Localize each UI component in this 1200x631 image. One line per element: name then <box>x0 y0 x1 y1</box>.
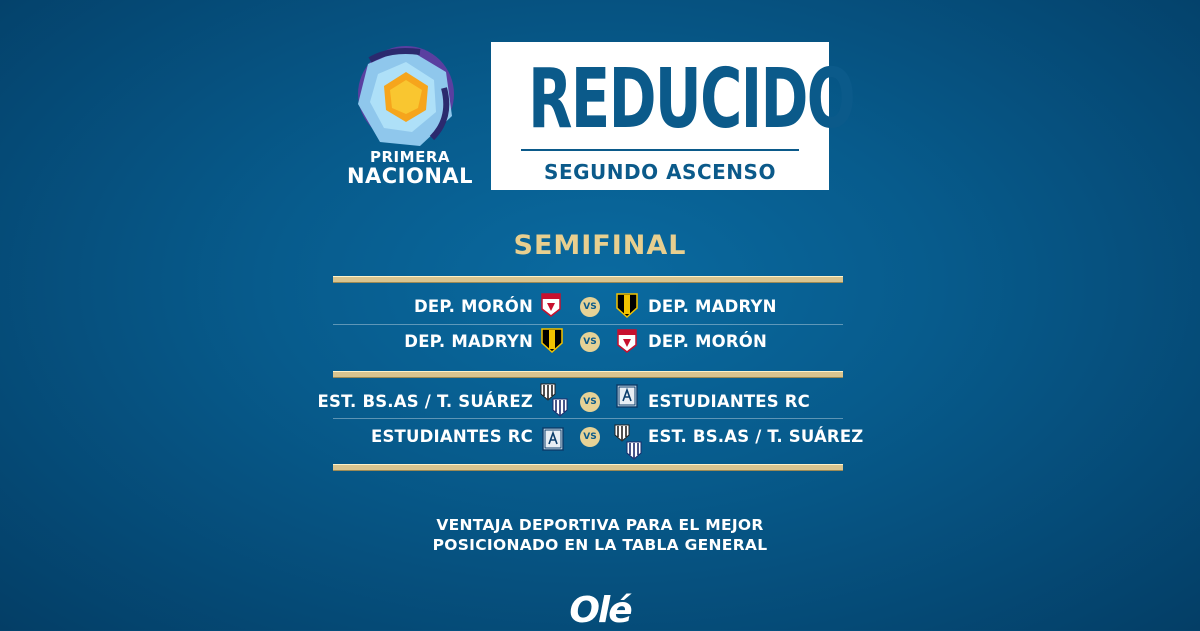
madryn-crest-icon <box>540 327 564 353</box>
league-name-line1: PRIMERA <box>370 148 450 166</box>
vs-badge: VS <box>580 392 600 412</box>
madryn-crest-icon <box>615 292 639 318</box>
gold-divider <box>333 464 843 471</box>
vs-badge: VS <box>580 297 600 317</box>
gold-divider <box>333 371 843 378</box>
ole-brand-logo: Olé <box>569 590 631 631</box>
moron-crest-icon <box>617 329 637 353</box>
row-divider <box>333 418 843 419</box>
match-3-home-team: EST. BS.AS / T. SUÁREZ <box>317 392 533 411</box>
match-1-home-team: DEP. MORÓN <box>413 297 533 316</box>
vs-badge: VS <box>580 427 600 447</box>
estudiantes-rc-crest-icon <box>542 427 564 451</box>
match-4-home-team: ESTUDIANTES RC <box>371 427 533 446</box>
page-subtitle: SEGUNDO ASCENSO <box>544 160 776 184</box>
league-name-line2: NACIONAL <box>346 164 474 188</box>
page-title: REDUCIDO <box>528 52 855 147</box>
match-2-home-team: DEP. MADRYN <box>404 332 533 351</box>
match-2-away-team: DEP. MORÓN <box>648 332 768 351</box>
stage-heading: SEMIFINAL <box>513 230 687 261</box>
moron-crest-icon <box>541 293 561 317</box>
vs-badge: VS <box>580 332 600 352</box>
match-4-away-team: EST. BS.AS / T. SUÁREZ <box>648 427 864 446</box>
footer-line-1: VENTAJA DEPORTIVA PARA EL MEJOR <box>436 516 764 534</box>
title-divider <box>521 149 799 151</box>
estbsas-tsuarez-crests-icon <box>540 383 570 417</box>
footer-line-2: POSICIONADO EN LA TABLA GENERAL <box>432 536 768 554</box>
estudiantes-rc-crest-icon <box>616 384 638 408</box>
title-box <box>491 42 855 190</box>
footer-note <box>0 515 1200 555</box>
gold-divider <box>333 276 843 283</box>
row-divider <box>333 324 843 325</box>
estbsas-tsuarez-crests-icon <box>614 424 644 460</box>
match-3-away-team: ESTUDIANTES RC <box>648 392 810 411</box>
match-1-away-team: DEP. MADRYN <box>648 297 777 316</box>
